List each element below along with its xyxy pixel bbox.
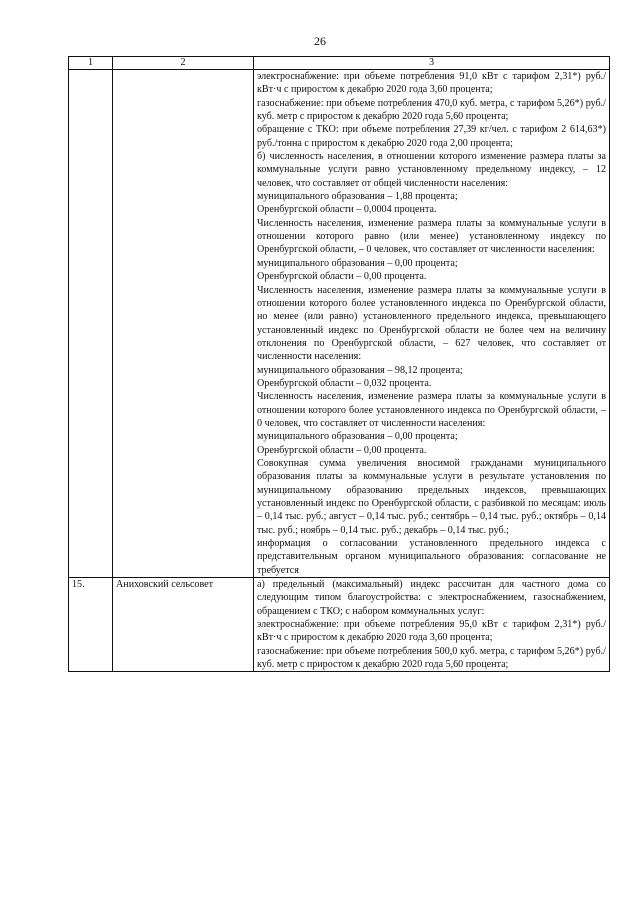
description-paragraph: газоснабжение: при объеме потребления 500,0 куб. метра, с тарифом 5,26*) руб./куб. метр с приростом к декабрю 2020 года 5,60 процента; bbox=[257, 645, 606, 671]
description-paragraph: электроснабжение: при объеме потребления 91,0 кВт с тарифом 2,31*) руб./кВт·ч с приростом к декабрю 2020 года 3,60 процента; bbox=[257, 71, 606, 96]
description-paragraph: электроснабжение: при объеме потребления 95,0 кВт с тарифом 2,31*) руб./кВт·ч с приростом к декабрю 2020 года 3,60 процента; bbox=[257, 619, 606, 644]
description-paragraph: муниципального образования – 0,00 процента; bbox=[257, 431, 458, 443]
table-header-row bbox=[69, 57, 610, 70]
description-paragraph: муниципального образования – 98,12 процента; bbox=[257, 364, 463, 376]
row-description bbox=[254, 578, 610, 672]
row-description bbox=[254, 70, 610, 578]
description-paragraph: Численность населения, изменение размера платы за коммунальные услуги в отношении которого более установленного индекса по Оренбургской области, но менее (или равно) установленного предельного индекса, превышающего установленный индекс по Оренбургской области не более чем на величину отклонения по Оренбургской области, – 627 человек, что составляет от численности населения: bbox=[257, 284, 606, 363]
description-paragraph: газоснабжение: при объеме потребления 470,0 куб. метра, с тарифом 5,26*) руб./куб. метр с приростом к декабрю 2020 года 5,60 процента; bbox=[257, 97, 606, 123]
description-paragraph: Численность населения, изменение размера платы за коммунальные услуги в отношении которого более установленного индекса по Оренбургской области, – 0 человек, что составляет от численности населения: bbox=[257, 391, 606, 429]
municipality-name bbox=[113, 70, 254, 578]
description-paragraph: информация о согласовании установленного предельного индекса с представительным органом муниципального образования: согласование не требуется bbox=[257, 538, 606, 576]
page-number: 26 bbox=[314, 34, 326, 48]
description-paragraph: муниципального образования – 0,00 процента; bbox=[257, 257, 458, 269]
municipality-name: Аниховский сельсовет bbox=[113, 578, 254, 672]
row-number bbox=[69, 70, 113, 578]
table-row bbox=[69, 70, 610, 578]
description-paragraph: Оренбургской области – 0,032 процента. bbox=[257, 377, 432, 389]
header-col-1: 1 bbox=[69, 57, 113, 70]
description-paragraph: обращение с ТКО: при объеме потребления 27,39 кг/чел. с тарифом 2 614,63*) руб./тонна с приростом к декабрю 2020 года 2,00 процента; bbox=[257, 124, 606, 149]
header-col-3: 3 bbox=[254, 57, 610, 70]
description-paragraph: б) численность населения, в отношении которого изменение размера платы за коммунальные услуги равно установленному предельному индексу, – 12 человек, что составляет от общей численности населения: bbox=[257, 151, 606, 189]
document-table bbox=[68, 56, 610, 672]
description-paragraph: Оренбургской области – 0,0004 процента. bbox=[257, 204, 437, 216]
description-paragraph: Оренбургской области – 0,00 процента. bbox=[257, 271, 427, 283]
table-row bbox=[69, 578, 610, 672]
row-number: 15. bbox=[69, 578, 113, 672]
description-paragraph: а) предельный (максимальный) индекс рассчитан для частного дома со следующим типом благоустройства: с электроснабжением, газоснабжением, обращением с ТКО; с набором коммунальных услуг: bbox=[257, 579, 606, 617]
description-paragraph: Оренбургской области – 0,00 процента. bbox=[257, 444, 427, 456]
description-paragraph: Численность населения, изменение размера платы за коммунальные услуги в отношении которого равно (или менее) установленному индексу по Оренбургской области, – 0 человек, что составляет от численности населения: bbox=[257, 217, 606, 256]
description-paragraph: муниципального образования – 1,88 процента; bbox=[257, 191, 458, 203]
header-col-2: 2 bbox=[113, 57, 254, 70]
description-paragraph: Совокупная сумма увеличения вносимой гражданами муниципального образования платы за коммунальные услуги в результате установления по муниципальному образованию предельных индексов, превышающих установленный индекс по Оренбургской области, с разбивкой по месяцам: июль – 0,14 тыс. руб.; август – 0,14 тыс. руб.; сентябрь – 0,14 тыс. руб.; октябрь – 0,14 тыс. руб.; ноябрь – 0,14 тыс. руб.; декабрь – 0,14 тыс. руб.; bbox=[257, 457, 606, 536]
